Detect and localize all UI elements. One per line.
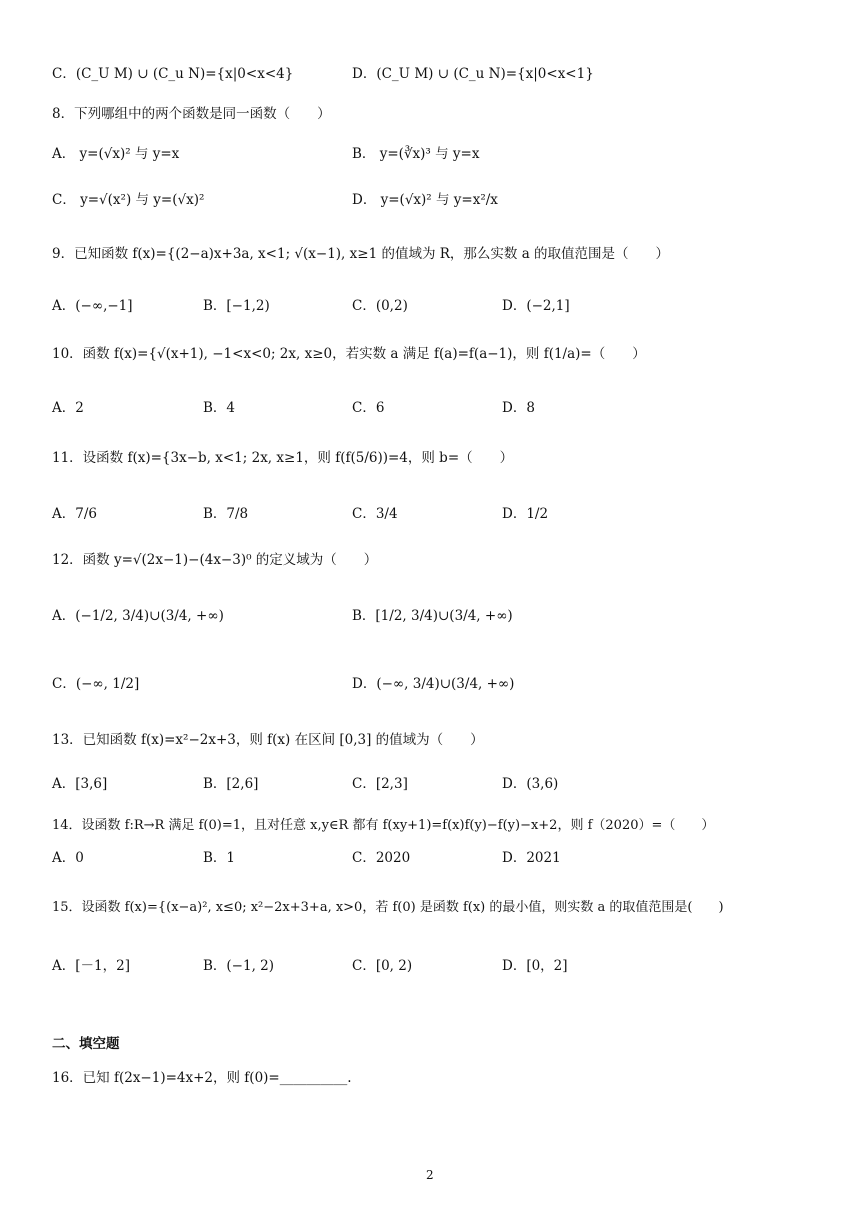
q10-option-b: B．4 bbox=[203, 400, 236, 416]
q7-option-d: D．(C_U M) ∪ (C_u N)={x|0<x<1} bbox=[352, 66, 594, 82]
q15-option-b: B．(−1, 2) bbox=[203, 958, 275, 974]
q11-option-b: B．7/8 bbox=[203, 506, 249, 522]
question-11: 11．设函数 f(x)={3x−b, x<1; 2x, x≥1，则 f(f(5/6))=4，则 b=（ ） bbox=[52, 450, 514, 466]
q14-option-c: C．2020 bbox=[352, 850, 411, 866]
q12-option-d: D．(−∞, 3/4)∪(3/4, +∞) bbox=[352, 676, 515, 692]
q10-option-d: D．8 bbox=[502, 400, 535, 416]
question-16: 16．已知 f(2x−1)=4x+2，则 f(0)=__________. bbox=[52, 1070, 352, 1086]
question-12: 12．函数 y=√(2x−1)−(4x−3)⁰ 的定义域为（ ） bbox=[52, 552, 378, 568]
question-15: 15．设函数 f(x)={(x−a)², x≤0; x²−2x+3+a, x>0，若 f(0) 是函数 f(x) 的最小值，则实数 a 的取值范围是( ) bbox=[52, 900, 724, 915]
question-13: 13．已知函数 f(x)=x²−2x+3，则 f(x) 在区间 [0,3] 的值域为（ ） bbox=[52, 732, 484, 748]
q10-option-a: A．2 bbox=[52, 400, 84, 416]
q8-option-a: A． y=(√x)² 与 y=x bbox=[52, 146, 180, 162]
q13-option-a: A．[3,6] bbox=[52, 776, 108, 792]
q8-option-c: C． y=√(x²) 与 y=(√x)² bbox=[52, 192, 205, 208]
q15-option-c: C．[0, 2) bbox=[352, 958, 413, 974]
q11-option-c: C．3/4 bbox=[352, 506, 398, 522]
page-number: 2 bbox=[426, 1168, 434, 1182]
q11-option-d: D．1/2 bbox=[502, 506, 549, 522]
question-10: 10．函数 f(x)={√(x+1), −1<x<0; 2x, x≥0，若实数 a 满足 f(a)=f(a−1)，则 f(1/a)=（ ） bbox=[52, 346, 646, 362]
q13-option-b: B．[2,6] bbox=[203, 776, 259, 792]
section-fill-in-blanks-heading: 二、填空题 bbox=[52, 1036, 120, 1052]
q15-option-a: A．[－1，2] bbox=[52, 958, 130, 974]
q10-option-c: C．6 bbox=[352, 400, 385, 416]
q9-option-a: A．(−∞,−1] bbox=[52, 298, 133, 314]
question-9: 9．已知函数 f(x)={(2−a)x+3a, x<1; √(x−1), x≥1 的值域为 R，那么实数 a 的取值范围是（ ） bbox=[52, 246, 670, 262]
q12-option-b: B．[1/2, 3/4)∪(3/4, +∞) bbox=[352, 608, 513, 624]
q13-option-c: C．[2,3] bbox=[352, 776, 408, 792]
question-8: 8．下列哪组中的两个函数是同一函数（ ） bbox=[52, 106, 331, 122]
q8-option-b: B． y=(∛x)³ 与 y=x bbox=[352, 146, 480, 162]
q11-option-a: A．7/6 bbox=[52, 506, 97, 522]
q15-option-d: D．[0，2] bbox=[502, 958, 568, 974]
q9-option-b: B．[−1,2) bbox=[203, 298, 270, 314]
question-14: 14．设函数 f:R→R 满足 f(0)=1，且对任意 x,y∈R 都有 f(xy+1)=f(x)f(y)−f(y)−x+2，则 f（2020）=（ ） bbox=[52, 818, 715, 833]
q13-option-d: D．(3,6) bbox=[502, 776, 559, 792]
q12-option-c: C．(−∞, 1/2] bbox=[52, 676, 140, 692]
q7-option-c: C．(C_U M) ∪ (C_u N)={x|0<x<4} bbox=[52, 66, 294, 82]
q9-option-d: D．(−2,1] bbox=[502, 298, 570, 314]
q14-option-a: A．0 bbox=[52, 850, 84, 866]
q14-option-d: D．2021 bbox=[502, 850, 561, 866]
q8-option-d: D． y=(√x)² 与 y=x²/x bbox=[352, 192, 498, 208]
q12-option-a: A．(−1/2, 3/4)∪(3/4, +∞) bbox=[52, 608, 224, 624]
q9-option-c: C．(0,2) bbox=[352, 298, 408, 314]
q14-option-b: B．1 bbox=[203, 850, 236, 866]
